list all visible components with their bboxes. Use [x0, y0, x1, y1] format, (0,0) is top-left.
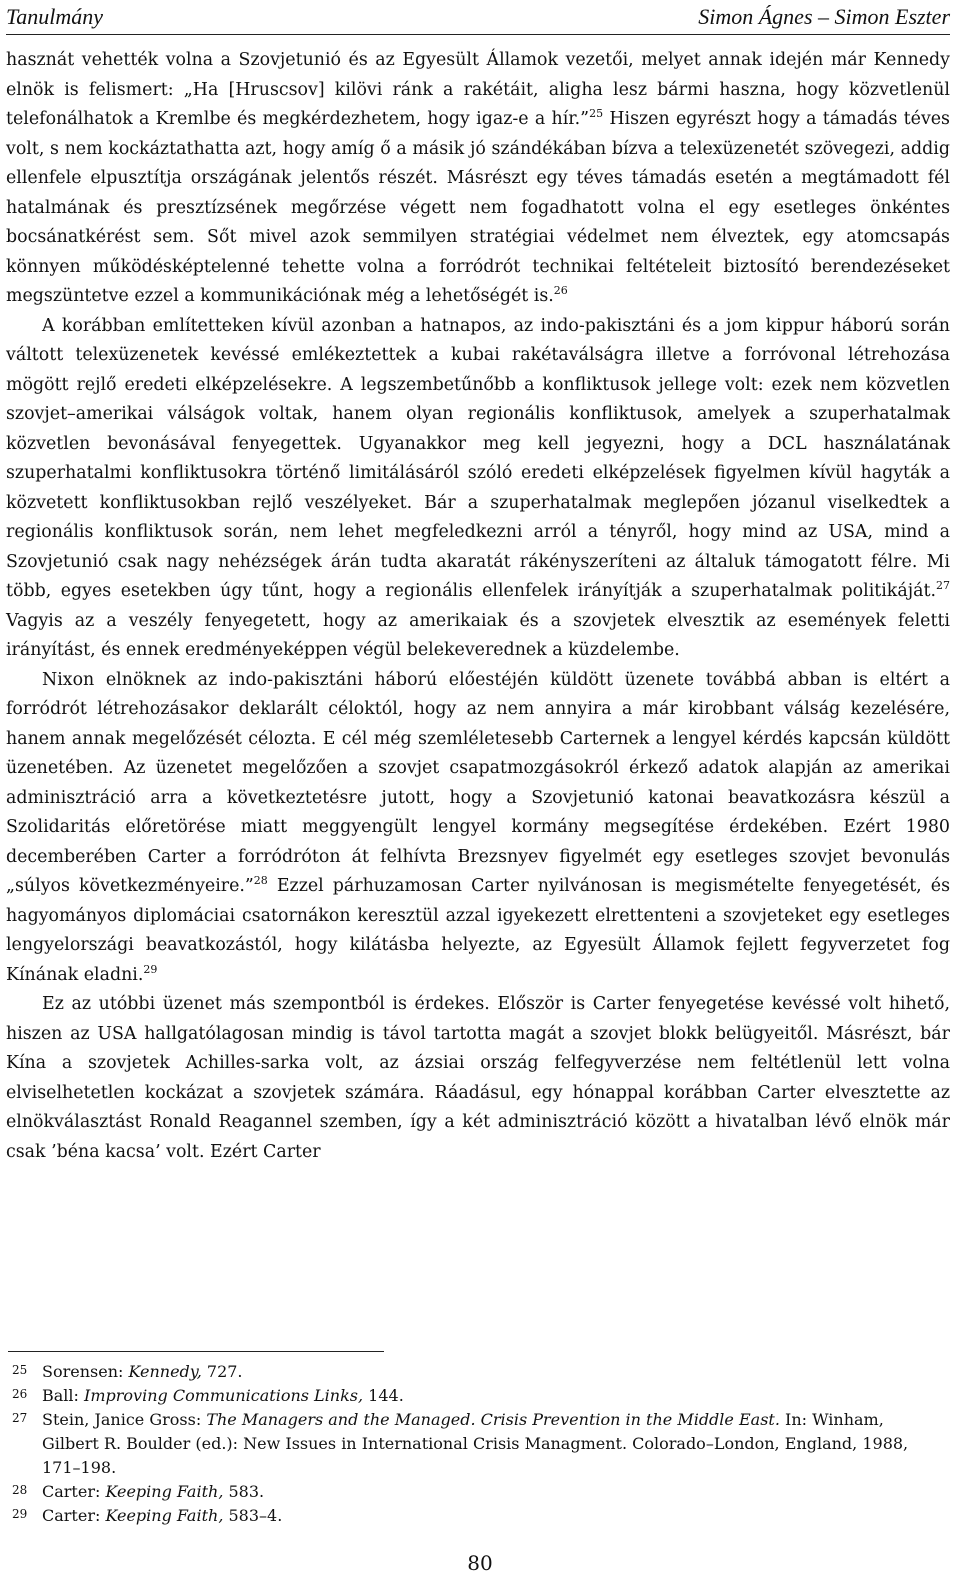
header-authors: Simon Ágnes – Simon Eszter: [698, 4, 950, 29]
text-run: Nixon elnöknek az indo-pakisztáni háború előestéjén küldött üzenete továbbá abban is eltért a forródrót létrehozásakor deklarált céloktól, hogy az nem annyira a már kirobbant válság kezelésére, hanem annak megelőzését célozta. E cél még szemléletesebb Carternek a lengyel kérdés kapcsán küldött üzenetében. Az üzenetet megelőzően a szovjet csapatmozgásokról érkező adatok alapján az amerikai adminisztráció arra a következtetésre jutott, hogy a Szovjetunió katonai beavatkozásra készül a Szolidaritás előretörése miatt meggyengült lengyel kormány megsegítése érdekében. Ezért 1980 decemberében Carter a forródróton át felhívta Brezsnyev figyelmét egy esetleges szovjet bevonulás „súlyos következményeire.”: [6, 669, 950, 896]
running-header: [6, 0, 950, 35]
italic-title: The Managers and the Managed. Crisis Prevention in the Middle East.: [206, 1410, 780, 1429]
footnote: [8, 1408, 940, 1480]
footnote-ref: 28: [253, 874, 268, 887]
text-run: Ez az utóbbi üzenet más szempontból is érdekes. Először is Carter fenyegetése kevéssé volt hihető, hiszen az USA hallgatólagosan mindig is távol tartotta magát a szovjet blokk belügyeitől. Másrészt, bár Kína a szovjetek Achilles-sarka volt, az ázsiai ország felfegyverzése nem feltétlenül lett volna elviselhetetlen kockázat a szovjetek számára. Ráadásul, egy hónappal korábban Carter elvesztette az elnökválasztást Ronald Reagannel szemben, így a két adminisztráció között a hivatalban lévő elnök már csak ’béna kacsa’ volt. Ezért Carter: [6, 994, 950, 1162]
footnote-ref: 29: [143, 962, 158, 976]
text-run: Ezzel párhuzamosan Carter nyilvánosan is megismételte fenyegetését, és hagyományos diplomáciai csatornákon keresztül azzal igyekezett elrettenteni a szovjeteket egy esetleges lengyelországi beavatkozástól, hogy kilátásba helyezte, az Egyesült Államok fejlett fegyverzetet fog Kínának eladni.: [6, 876, 951, 985]
text-run: hasznát vehették volna a Szovjetunió és az Egyesült Államok vezetői, melyet annak idején már Kennedy elnök is felismert: „Ha [Hruscsov] kilövi ránk a rakétáit, aligha lesz bármi haszna, hogy közvetlenül telefonálhatok a Kremlbe és megkérdezhetem, hogy igaz-e a hír.”: [6, 50, 950, 129]
paragraph: [6, 990, 950, 1167]
text-run: Sorensen:: [42, 1362, 129, 1381]
text-run: Carter:: [42, 1482, 106, 1501]
body-text: [6, 46, 950, 1167]
page-number: 80: [467, 1551, 493, 1575]
text-run: Vagyis az a veszély fenyegetett, hogy az amerikaiak és a szovjetek elvesztik az események feletti irányítást, és ennek eredményeképpen végül belekeverednek a küzdelembe.: [6, 610, 950, 660]
footnote-number: 27: [12, 1411, 28, 1425]
text-run: 583–4.: [223, 1506, 283, 1525]
footnote-separator: [8, 1351, 384, 1352]
text-run: In: Winham, Gilbert R. Boulder (ed.): New Issues in International Crisis Managment. Colorado–London, England, 1988, 171–198.: [42, 1410, 909, 1477]
text-run: 727.: [201, 1362, 243, 1381]
footnote-number: 26: [12, 1387, 28, 1401]
footnote-ref: 26: [553, 284, 568, 297]
text-run: 144.: [363, 1386, 404, 1405]
paragraph: [6, 312, 950, 666]
italic-title: Keeping Faith,: [105, 1482, 224, 1501]
text-run: 583.: [223, 1482, 265, 1501]
paragraph: [6, 46, 950, 312]
footnote: [8, 1360, 940, 1384]
text-run: Carter:: [42, 1506, 106, 1525]
footnote-ref: 27: [936, 579, 950, 592]
footnote: [8, 1384, 940, 1408]
header-section-title: Tanulmány: [6, 4, 103, 29]
text-run: Stein, Janice Gross:: [42, 1410, 207, 1429]
footnote-number: 25: [12, 1363, 28, 1377]
footnotes: [8, 1360, 940, 1528]
italic-title: Kennedy,: [128, 1362, 202, 1381]
footnote-number: 28: [12, 1483, 28, 1497]
italic-title: Improving Communications Links,: [84, 1386, 364, 1405]
text-run: Ball:: [42, 1386, 85, 1405]
footnote-number: 29: [12, 1507, 28, 1521]
footnote-ref: 25: [589, 107, 604, 120]
text-run: Hiszen egyrészt hogy a támadás téves volt, s nem kockáztathatta azt, hogy amíg ő a másik jó szándékában bízva a telexüzenetét szövegezi, addig ellenfele elpusztítja országának jelentős részét. Másrészt egy téves támadás esetén a megtámadott fél hatalmának és presztízsének megőrzése végett nem fogadhatott volna el egy esetleges önkéntes bocsánatkérést sem. Sőt mivel azok semmilyen stratégiai védelmet nem élveztek, egy atomcsapás könnyen működésképtelenné tehette volna a forródrót technikai feltételeit biztosító berendezéseket megszüntetve ezzel a kommunikációnak még a lehetőségét is.: [6, 109, 950, 306]
footnote: [8, 1504, 940, 1528]
paragraph: [6, 666, 950, 991]
italic-title: Keeping Faith,: [105, 1506, 224, 1525]
footnote: [8, 1480, 940, 1504]
text-run: A korábban említetteken kívül azonban a hatnapos, az indo-pakisztáni és a jom kippur háború során váltott telexüzenetek kevéssé emlékeztettek a kubai rakétaválságra illetve a forróvonal létrehozása mögött rejlő eredeti elképzelésekre. A legszembetűnőbb a konfliktusok jellege volt: ezek nem közvetlen szovjet–amerikai válságok voltak, hanem olyan regionális konfliktusok, amelyek a szuperhatalmak közvetlen bevonásával fenyegettek. Ugyanakkor meg kell jegyezni, hogy a DCL használatának szuperhatalmi konfliktusokra történő limitálásáról szóló eredeti elképzelések figyelmen kívül hagyták a közvetett konfliktusokban rejlő veszélyeket. Bár a szuperhatalmak meglepően józanul viselkedtek a regionális konfliktusok során, nem lehet megfeledkezni arról a tényről, hogy mind az USA, mind a Szovjetunió csak nagy nehézségek árán tudta akaratát rákényszeríteni az általuk támogatott félre. Mi több, egyes esetekben úgy tűnt, hogy a regionális ellenfelek irányítják a szuperhatalmak politikáját.: [6, 315, 950, 601]
